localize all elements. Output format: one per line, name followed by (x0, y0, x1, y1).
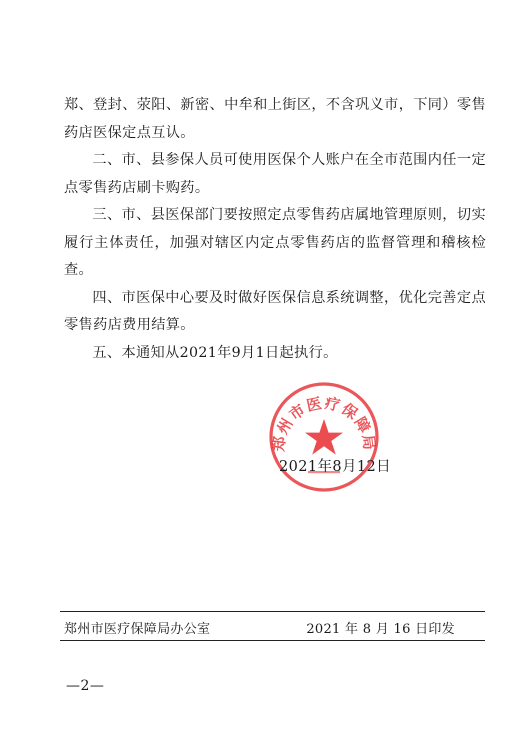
star-icon (305, 419, 343, 455)
paragraph-item-3: 三、市、县医保部门要按照定点零售药店属地管理原则，切实履行主体责任，加强对辖区内定点零售药店的监督管理和稽核检查。 (64, 207, 486, 278)
document-body (64, 92, 486, 367)
page-number: —2— (66, 678, 105, 694)
paragraph-item-5: 五、本通知从2021年9月1日起执行。 (92, 344, 338, 361)
official-seal (268, 381, 380, 493)
paragraph-item-4: 四、市医保中心要及时做好医保信息系统调整，优化完善定点零售药店费用结算。 (64, 289, 486, 333)
paragraph-item-2: 二、市、县参保人员可使用医保个人账户在全市范围内任一定点零售药店刷卡购药。 (64, 152, 486, 196)
footer-rule-bottom (60, 640, 485, 641)
footer-issuer: 郑州市医疗保障局办公室 (64, 622, 211, 637)
footer-rule-top (60, 611, 485, 612)
signature-date: 2021年8月12日 (279, 459, 392, 475)
seal-text-path: 郑州市医疗保障局 (269, 393, 379, 453)
footer-print-date: 2021 年 8 月 16 日印发 (306, 622, 455, 637)
paragraph-continuation: 郑、登封、荥阳、新密、中牟和上街区，不含巩义市，下同）零售药店医保定点互认。 (64, 97, 486, 141)
